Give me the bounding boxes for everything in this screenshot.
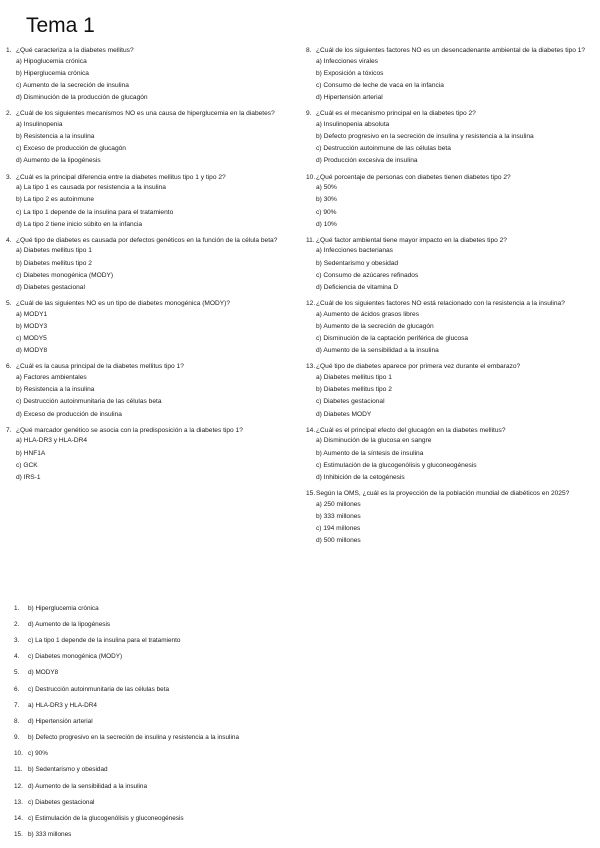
answer-key-number: 10. [14, 750, 23, 758]
answer-option: c) Estimulación de la glucogenólisis y gluconeogénesis [316, 461, 477, 469]
question-text: ¿Cuál de las siguientes NO es un tipo de diabetes monogénica (MODY)? [16, 300, 231, 308]
option-list [6, 182, 294, 231]
question-item [306, 299, 598, 357]
question-number: 5. [6, 300, 12, 308]
option-list [6, 56, 294, 105]
option-list [6, 119, 294, 168]
answer-option: c) MODY5 [16, 335, 47, 343]
answer-option: a) 250 millones [316, 500, 361, 508]
answer-option: a) Infecciones virales [316, 57, 378, 65]
answer-key-item [14, 794, 574, 810]
answer-key-number: 14. [14, 815, 23, 823]
answer-option: a) MODY1 [16, 310, 48, 318]
answer-option: c) Consumo de leche de vaca en la infancia [316, 81, 444, 89]
question-text-row [306, 236, 598, 246]
question-text: ¿Qué tipo de diabetes es causada por defectos genéticos en la función de la célula beta? [16, 236, 278, 244]
answer-option: d) Aumento de la sensibilidad a la insulina [316, 347, 439, 355]
answer-key-text: c) Destrucción autoinmunitaria de las células beta [28, 685, 170, 693]
answer-option: b) Sedentarismo y obesidad [316, 259, 399, 267]
answer-option: b) Exposición a tóxicos [316, 69, 384, 77]
question-item [306, 362, 598, 420]
question-number: 6. [6, 363, 12, 371]
answer-key-item [14, 616, 574, 632]
answer-option: d) Aumento de la lipogénesis [16, 157, 101, 165]
answer-key-number: 6. [14, 685, 20, 693]
question-text: ¿Cuál es la causa principal de la diabetes mellitus tipo 1? [16, 363, 184, 371]
question-number: 15. [306, 490, 316, 498]
question-text-row [6, 173, 294, 183]
answer-option: b) Aumento de la secreción de glucagón [316, 322, 434, 330]
question-text: ¿Qué factor ambiental tiene mayor impacto en la diabetes tipo 2? [316, 236, 507, 244]
option-list [6, 372, 294, 421]
question-text: ¿Qué caracteriza a la diabetes mellitus? [16, 47, 134, 54]
answer-option: c) Disminución de la captación periférica de glucosa [316, 335, 469, 343]
answer-option: c) Destrucción autoinmunitaria de las células beta [16, 398, 162, 406]
question-text: ¿Cuál de los siguientes factores NO está relacionado con la resistencia a la insulina? [316, 300, 565, 308]
answer-option: d) 10% [316, 220, 337, 228]
answer-option: c) Consumo de azúcares refinados [316, 271, 419, 279]
answer-option: c) Diabetes monogénica (MODY) [16, 271, 114, 279]
question-number: 2. [6, 110, 12, 118]
question-item [306, 489, 598, 547]
right-question-column [306, 46, 598, 552]
question-text: ¿Cuál es la principal diferencia entre la diabetes mellitus tipo 1 y tipo 2? [16, 173, 226, 181]
answer-option: b) 30% [316, 196, 337, 204]
answer-option: d) Deficiencia de vitamina D [316, 284, 399, 291]
question-number: 9. [306, 110, 312, 118]
answer-key-number: 8. [14, 717, 20, 725]
page-title: Tema 1 [26, 14, 95, 37]
answer-key-text: d) Hipertensión arterial [28, 717, 93, 725]
answer-option: a) Insulinopenia absoluta [316, 120, 390, 128]
answer-key-item [14, 713, 574, 729]
option-list [306, 245, 598, 294]
answer-key-text: c) Diabetes monogénica (MODY) [28, 653, 123, 661]
answer-option: d) Exceso de producción de insulina [16, 410, 122, 418]
option-list [306, 372, 598, 421]
question-text-row [6, 426, 294, 436]
answer-option: d) Hipertensión arterial [316, 94, 383, 102]
question-text-row [306, 362, 598, 372]
answer-option: d) MODY8 [16, 347, 48, 355]
question-item [306, 46, 598, 104]
question-text-row [306, 173, 598, 183]
question-text-row [306, 109, 598, 119]
answer-option: d) Inhibición de la cetogénesis [316, 473, 405, 481]
answer-option: b) MODY3 [16, 322, 48, 330]
answer-option: d) Diabetes MODY [316, 410, 372, 418]
answer-key-text: a) HLA-DR3 y HLA-DR4 [28, 701, 97, 709]
answer-option: b) Hiperglucemia crónica [16, 69, 89, 77]
answer-key-item [14, 600, 574, 616]
question-text-row [306, 46, 598, 56]
answer-key-number: 2. [14, 620, 20, 628]
option-list [306, 182, 598, 231]
question-text: ¿Qué porcentaje de personas con diabetes tienen diabetes tipo 2? [316, 173, 511, 181]
answer-key-text: d) Aumento de la lipogénesis [28, 620, 111, 628]
answer-key-item [14, 827, 574, 843]
answer-key-number: 5. [14, 669, 20, 677]
answer-option: a) Diabetes mellitus tipo 1 [16, 247, 92, 255]
answer-option: b) Aumento de la síntesis de insulina [316, 449, 424, 457]
question-item [6, 109, 294, 167]
answer-option: c) Diabetes gestacional [316, 398, 385, 406]
answer-key-number: 12. [14, 782, 23, 790]
question-text: ¿Cuál de los siguientes factores NO es un desencadenante ambiental de la diabetes tipo 1? [316, 47, 586, 54]
question-number: 11. [306, 236, 315, 244]
answer-option: c) 194 millones [316, 525, 361, 532]
question-number: 10. [306, 173, 316, 181]
answer-option: b) 333 millones [316, 512, 361, 520]
answer-option: b) Diabetes mellitus tipo 2 [16, 259, 92, 267]
question-item [6, 362, 294, 420]
answer-option: d) Producción excesiva de insulina [316, 157, 418, 165]
question-number: 8. [306, 47, 312, 54]
question-item [6, 46, 294, 104]
answer-key-text: d) Aumento de la sensibilidad a la insulina [28, 782, 148, 790]
answer-key-item [14, 730, 574, 746]
answer-key-item [14, 762, 574, 778]
question-text-row [6, 299, 294, 309]
answer-key-number: 9. [14, 734, 20, 742]
answer-key-item [14, 665, 574, 681]
question-number: 12. [306, 300, 316, 308]
question-number: 3. [6, 173, 12, 181]
answer-option: a) HLA-DR3 y HLA-DR4 [16, 437, 88, 445]
option-list [306, 435, 598, 484]
answer-key-number: 3. [14, 636, 20, 644]
answer-option: d) Disminución de la producción de glucagón [16, 94, 148, 102]
answer-key-text: b) Hiperglucemia crónica [28, 604, 99, 612]
answer-option: d) La tipo 2 tiene inicio súbito en la infancia [16, 220, 143, 228]
answer-key-text: b) 333 millones [28, 831, 72, 839]
answer-key-item [14, 810, 574, 826]
answer-option: a) Hipoglucemia crónica [16, 57, 87, 65]
question-item [306, 109, 598, 167]
answer-key-number: 15. [14, 831, 23, 839]
question-text-row [6, 46, 294, 56]
answer-option: c) Aumento de la secreción de insulina [16, 81, 129, 89]
answer-option: d) 500 millones [316, 537, 361, 545]
answer-key-text: c) La tipo 1 depende de la insulina para el tratamiento [28, 636, 181, 644]
answer-option: a) Disminución de la glucosa en sangre [316, 437, 432, 445]
answer-option: c) GCK [16, 461, 38, 469]
answer-option: b) Defecto progresivo en la secreción de insulina y resistencia a la insulina [316, 133, 534, 141]
answer-option: c) Destrucción autoinmune de las células beta [316, 145, 451, 153]
answer-key-number: 4. [14, 653, 20, 661]
answer-key-number: 13. [14, 798, 23, 806]
question-number: 14. [306, 426, 316, 434]
answer-option: a) Insulinopenia [16, 120, 63, 128]
answer-option: c) La tipo 1 depende de la insulina para el tratamiento [16, 208, 174, 216]
question-number: 13. [306, 363, 316, 371]
answer-option: a) Diabetes mellitus tipo 1 [316, 374, 392, 382]
answer-key-text: b) Defecto progresivo en la secreción de insulina y resistencia a la insulina [28, 734, 240, 742]
question-number: 4. [6, 236, 12, 244]
question-text-row [6, 362, 294, 372]
question-text: ¿Qué tipo de diabetes aparece por primera vez durante el embarazo? [316, 363, 521, 371]
question-text: ¿Cuál es el principal efecto del glucagón en la diabetes mellitus? [316, 426, 506, 434]
option-list [6, 245, 294, 294]
question-item [6, 173, 294, 231]
option-list [6, 435, 294, 484]
answer-option: b) Diabetes mellitus tipo 2 [316, 386, 392, 394]
answer-option: d) Diabetes gestacional [16, 284, 85, 291]
answer-option: a) Factores ambientales [16, 374, 87, 382]
question-item [6, 299, 294, 357]
question-number: 7. [6, 426, 12, 434]
question-item [6, 426, 294, 484]
answer-key-item [14, 697, 574, 713]
left-question-column [6, 46, 294, 489]
question-text-row [6, 109, 294, 119]
answer-key-text: d) MODY8 [28, 669, 59, 677]
option-list [6, 309, 294, 358]
question-text: ¿Cuál es el mecanismo principal en la diabetes tipo 2? [316, 110, 476, 118]
answer-key-number: 7. [14, 701, 20, 709]
question-text-row [6, 236, 294, 246]
answer-option: b) HNF1A [16, 449, 46, 457]
answer-key-item [14, 778, 574, 794]
answer-option: a) Infecciones bacterianas [316, 247, 393, 255]
answer-option: c) Exceso de producción de glucagón [16, 145, 126, 153]
answer-key-list [14, 600, 574, 843]
answer-key-item [14, 746, 574, 762]
option-list [306, 499, 598, 548]
answer-key-text: b) Sedentarismo y obesidad [28, 766, 108, 774]
answer-option: a) La tipo 1 es causada por resistencia a la insulina [16, 184, 166, 192]
answer-option: c) 90% [316, 208, 337, 216]
answer-key-number: 1. [14, 604, 20, 612]
answer-key-text: c) 90% [28, 750, 48, 758]
question-text-row [306, 426, 598, 436]
question-item [6, 236, 294, 294]
answer-key-item [14, 649, 574, 665]
answer-key-item [14, 681, 574, 697]
answer-option: b) Resistencia a la insulina [16, 386, 95, 394]
option-list [306, 309, 598, 358]
question-text: ¿Cuál de los siguientes mecanismos NO es una causa de hiperglucemia en la diabetes? [16, 110, 275, 118]
question-text-row [306, 299, 598, 309]
question-text-row [306, 489, 598, 499]
question-item [306, 173, 598, 231]
answer-key-item [14, 632, 574, 648]
question-text: ¿Qué marcador genético se asocia con la predisposición a la diabetes tipo 1? [16, 426, 243, 434]
question-text: Según la OMS, ¿cuál es la proyección de la población mundial de diabéticos en 2025? [316, 490, 570, 498]
answer-option: a) 50% [316, 184, 337, 192]
answer-option: b) La tipo 2 es autoinmune [16, 196, 95, 204]
answer-option: b) Resistencia a la insulina [16, 133, 95, 141]
question-item [306, 236, 598, 294]
option-list [306, 119, 598, 168]
question-number: 1. [6, 47, 12, 54]
answer-option: a) Aumento de ácidos grasos libres [316, 310, 419, 318]
answer-key-text: c) Diabetes gestacional [28, 798, 95, 806]
answer-key-text: c) Estimulación de la glucogenólisis y gluconeogénesis [28, 815, 184, 823]
answer-key-number: 11. [14, 766, 23, 774]
option-list [306, 56, 598, 105]
question-item [306, 426, 598, 484]
answer-option: d) IRS-1 [16, 473, 41, 481]
